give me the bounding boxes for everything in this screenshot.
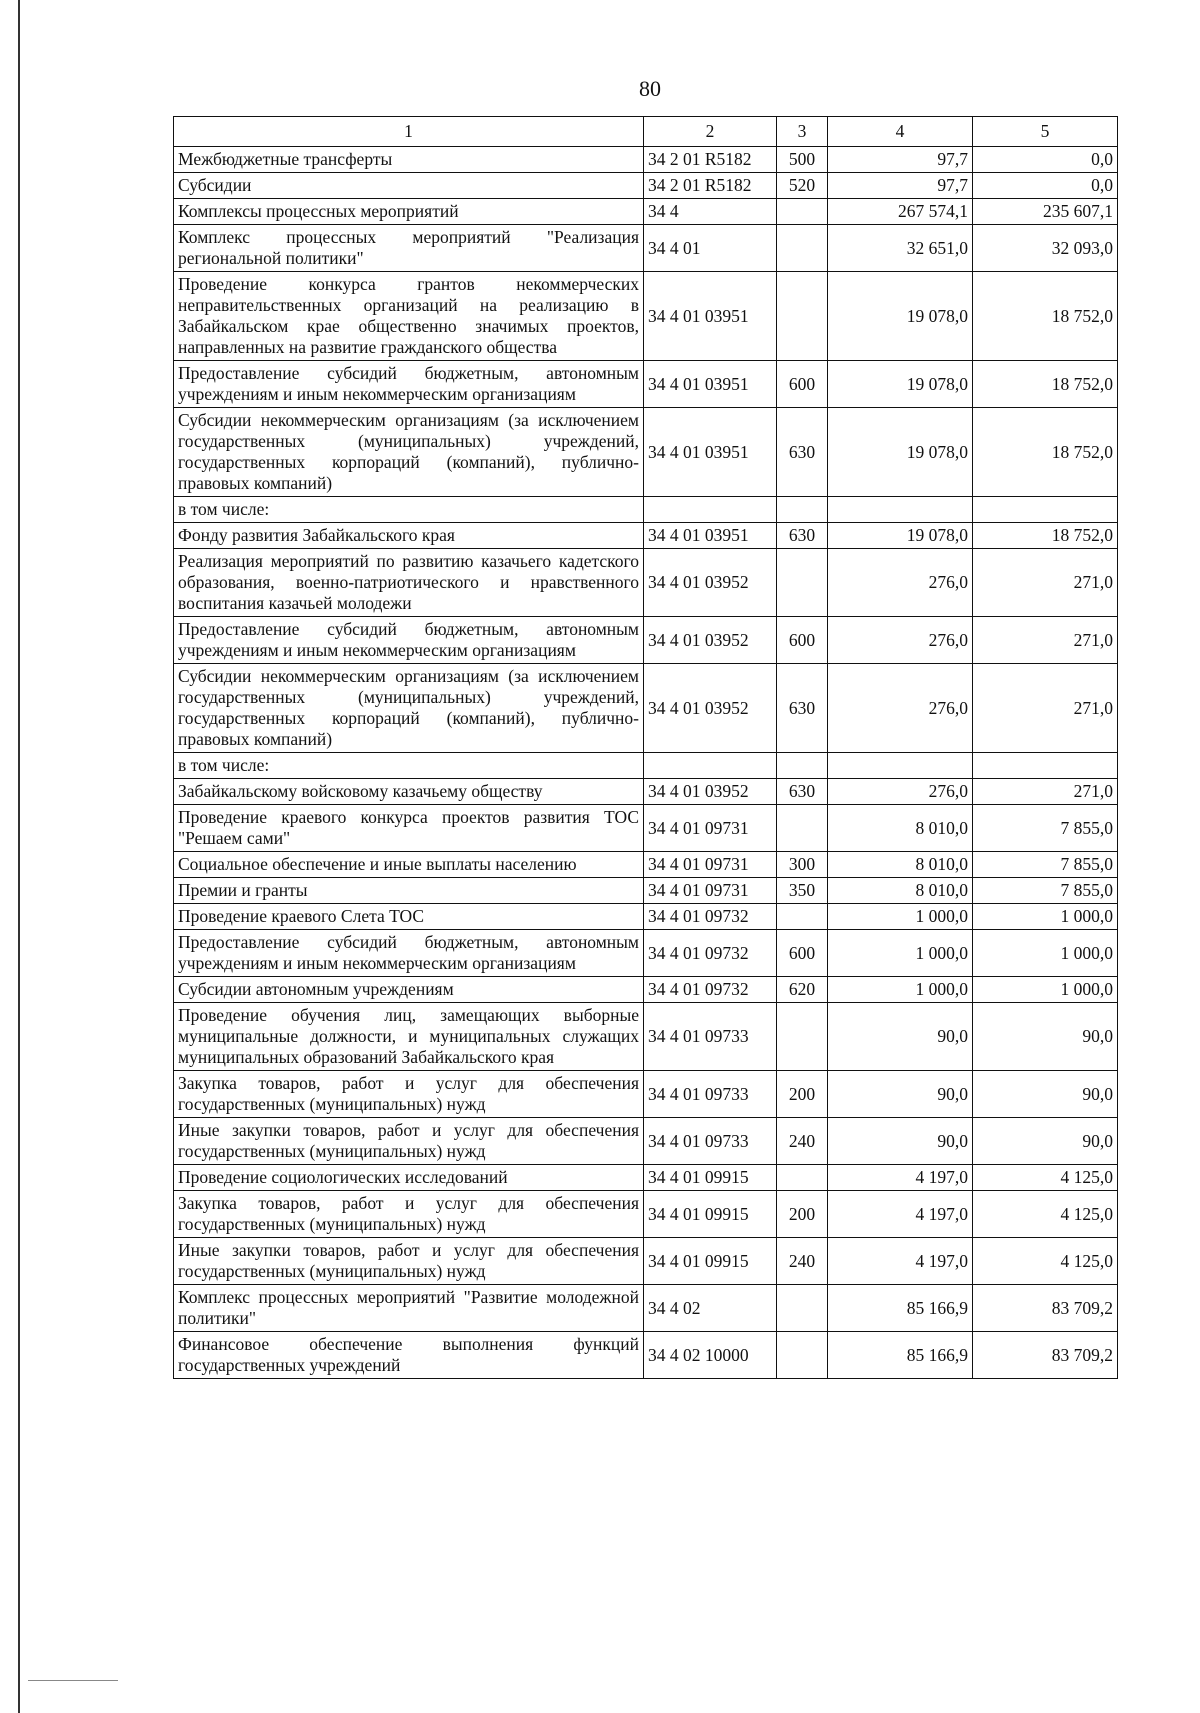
amount-col4: 8 010,0 — [828, 805, 973, 852]
amount-col5: 7 855,0 — [973, 805, 1118, 852]
target-code — [644, 753, 777, 779]
target-code: 34 4 01 03951 — [644, 272, 777, 361]
item-name: Комплексы процессных мероприятий — [174, 199, 644, 225]
item-name: Межбюджетные трансферты — [174, 147, 644, 173]
table-row — [174, 1071, 1118, 1118]
amount-col4: 90,0 — [828, 1118, 973, 1165]
target-code: 34 4 01 — [644, 225, 777, 272]
target-code: 34 4 01 09733 — [644, 1071, 777, 1118]
amount-col5: 83 709,2 — [973, 1285, 1118, 1332]
target-code: 34 4 01 09915 — [644, 1165, 777, 1191]
amount-col5: 18 752,0 — [973, 523, 1118, 549]
amount-col5: 1 000,0 — [973, 977, 1118, 1003]
item-name: Финансовое обеспечение выполнения функций государственных учреждений — [174, 1332, 644, 1379]
expense-type — [777, 199, 828, 225]
amount-col5: 90,0 — [973, 1003, 1118, 1071]
item-name: Субсидии некоммерческим организациям (за исключением государственных (муниципальных) учреждений, государственных корпораций (компаний), публично-правовых компаний) — [174, 408, 644, 497]
table-row — [174, 753, 1118, 779]
table-row — [174, 904, 1118, 930]
amount-col5: 90,0 — [973, 1118, 1118, 1165]
item-name: Предоставление субсидий бюджетным, автономным учреждениям и иным некоммерческим организациям — [174, 361, 644, 408]
amount-col4: 276,0 — [828, 664, 973, 753]
expense-type: 350 — [777, 878, 828, 904]
table-row — [174, 173, 1118, 199]
table-row — [174, 664, 1118, 753]
amount-col4: 19 078,0 — [828, 523, 973, 549]
amount-col4: 4 197,0 — [828, 1165, 973, 1191]
expense-type: 520 — [777, 173, 828, 199]
expense-type: 620 — [777, 977, 828, 1003]
table-row — [174, 878, 1118, 904]
target-code: 34 2 01 R5182 — [644, 147, 777, 173]
amount-col4: 85 166,9 — [828, 1332, 973, 1379]
amount-col5: 271,0 — [973, 779, 1118, 805]
table-row — [174, 497, 1118, 523]
item-name: Проведение социологических исследований — [174, 1165, 644, 1191]
table-row — [174, 1285, 1118, 1332]
amount-col4: 90,0 — [828, 1003, 973, 1071]
amount-col4: 267 574,1 — [828, 199, 973, 225]
expense-type: 240 — [777, 1238, 828, 1285]
expense-type — [777, 549, 828, 617]
target-code: 34 4 01 09733 — [644, 1118, 777, 1165]
item-name: Проведение обучения лиц, замещающих выборные муниципальные должности, и муниципальных служащих муниципальных образований Забайкальского края — [174, 1003, 644, 1071]
table-row — [174, 361, 1118, 408]
item-name: Предоставление субсидий бюджетным, автономным учреждениям и иным некоммерческим организациям — [174, 617, 644, 664]
item-name: Иные закупки товаров, работ и услуг для обеспечения государственных (муниципальных) нужд — [174, 1118, 644, 1165]
target-code: 34 4 01 03952 — [644, 664, 777, 753]
expense-type — [777, 225, 828, 272]
amount-col4: 8 010,0 — [828, 852, 973, 878]
amount-col4: 276,0 — [828, 779, 973, 805]
table-row — [174, 852, 1118, 878]
item-name: Премии и гранты — [174, 878, 644, 904]
scan-edge — [18, 0, 20, 1713]
item-name: Реализация мероприятий по развитию казачьего кадетского образования, военно-патриотического и нравственного воспитания казачьей молодежи — [174, 549, 644, 617]
expense-type: 240 — [777, 1118, 828, 1165]
table-row — [174, 272, 1118, 361]
expense-type — [777, 1003, 828, 1071]
table-row — [174, 1003, 1118, 1071]
amount-col5: 7 855,0 — [973, 878, 1118, 904]
expense-type — [777, 904, 828, 930]
item-name: Комплекс процессных мероприятий "Развитие молодежной политики" — [174, 1285, 644, 1332]
header-cell: 3 — [777, 117, 828, 147]
item-name: Фонду развития Забайкальского края — [174, 523, 644, 549]
table-row — [174, 617, 1118, 664]
amount-col4: 97,7 — [828, 147, 973, 173]
table-row — [174, 225, 1118, 272]
expense-type: 500 — [777, 147, 828, 173]
amount-col5 — [973, 497, 1118, 523]
expense-type: 630 — [777, 523, 828, 549]
table-row — [174, 805, 1118, 852]
expense-type: 630 — [777, 664, 828, 753]
table-row — [174, 977, 1118, 1003]
amount-col5: 0,0 — [973, 173, 1118, 199]
target-code: 34 4 01 03952 — [644, 779, 777, 805]
expense-type: 600 — [777, 361, 828, 408]
amount-col4: 4 197,0 — [828, 1238, 973, 1285]
amount-col4: 19 078,0 — [828, 272, 973, 361]
amount-col4 — [828, 497, 973, 523]
header-cell: 1 — [174, 117, 644, 147]
item-name: Закупка товаров, работ и услуг для обеспечения государственных (муниципальных) нужд — [174, 1071, 644, 1118]
target-code: 34 4 01 03952 — [644, 617, 777, 664]
item-name: Проведение краевого конкурса проектов развития ТОС "Решаем сами" — [174, 805, 644, 852]
amount-col5: 235 607,1 — [973, 199, 1118, 225]
amount-col4: 276,0 — [828, 549, 973, 617]
amount-col5: 4 125,0 — [973, 1238, 1118, 1285]
amount-col4: 1 000,0 — [828, 904, 973, 930]
amount-col4: 1 000,0 — [828, 977, 973, 1003]
amount-col4: 8 010,0 — [828, 878, 973, 904]
table-row — [174, 199, 1118, 225]
target-code: 34 4 01 09731 — [644, 805, 777, 852]
item-name: Субсидии некоммерческим организациям (за исключением государственных (муниципальных) учреждений, государственных корпораций (компаний), публично-правовых компаний) — [174, 664, 644, 753]
amount-col4: 19 078,0 — [828, 361, 973, 408]
table-row — [174, 779, 1118, 805]
target-code: 34 4 01 09732 — [644, 930, 777, 977]
expense-type: 600 — [777, 930, 828, 977]
table-row — [174, 1332, 1118, 1379]
amount-col5: 271,0 — [973, 549, 1118, 617]
amount-col5: 271,0 — [973, 664, 1118, 753]
amount-col5: 4 125,0 — [973, 1165, 1118, 1191]
target-code: 34 4 01 09915 — [644, 1191, 777, 1238]
item-name: Иные закупки товаров, работ и услуг для обеспечения государственных (муниципальных) нужд — [174, 1238, 644, 1285]
page-number: 80 — [639, 76, 661, 101]
target-code: 34 2 01 R5182 — [644, 173, 777, 199]
target-code: 34 4 02 — [644, 1285, 777, 1332]
table-header-row — [174, 117, 1118, 147]
table-row — [174, 930, 1118, 977]
expense-type — [777, 1285, 828, 1332]
target-code: 34 4 01 03951 — [644, 408, 777, 497]
expense-type — [777, 1332, 828, 1379]
item-name: Субсидии автономным учреждениям — [174, 977, 644, 1003]
amount-col4: 276,0 — [828, 617, 973, 664]
expense-type: 200 — [777, 1071, 828, 1118]
target-code: 34 4 01 09733 — [644, 1003, 777, 1071]
item-name: Закупка товаров, работ и услуг для обеспечения государственных (муниципальных) нужд — [174, 1191, 644, 1238]
expense-type: 300 — [777, 852, 828, 878]
amount-col5 — [973, 753, 1118, 779]
expense-type: 630 — [777, 408, 828, 497]
header-cell: 5 — [973, 117, 1118, 147]
amount-col5: 90,0 — [973, 1071, 1118, 1118]
amount-col5: 1 000,0 — [973, 930, 1118, 977]
item-name: Предоставление субсидий бюджетным, автономным учреждениям и иным некоммерческим организациям — [174, 930, 644, 977]
item-name: Социальное обеспечение и иные выплаты населению — [174, 852, 644, 878]
amount-col5: 83 709,2 — [973, 1332, 1118, 1379]
amount-col5: 4 125,0 — [973, 1191, 1118, 1238]
amount-col4 — [828, 753, 973, 779]
target-code: 34 4 02 10000 — [644, 1332, 777, 1379]
amount-col5: 7 855,0 — [973, 852, 1118, 878]
table-row — [174, 147, 1118, 173]
target-code: 34 4 01 03951 — [644, 361, 777, 408]
table-row — [174, 1238, 1118, 1285]
expense-type — [777, 753, 828, 779]
amount-col4: 32 651,0 — [828, 225, 973, 272]
expense-type: 630 — [777, 779, 828, 805]
table-row — [174, 549, 1118, 617]
target-code: 34 4 — [644, 199, 777, 225]
item-name: Комплекс процессных мероприятий "Реализация региональной политики" — [174, 225, 644, 272]
table-row — [174, 1118, 1118, 1165]
item-name: Проведение краевого Слета ТОС — [174, 904, 644, 930]
target-code: 34 4 01 09731 — [644, 878, 777, 904]
item-name: Субсидии — [174, 173, 644, 199]
target-code: 34 4 01 09732 — [644, 904, 777, 930]
amount-col4: 90,0 — [828, 1071, 973, 1118]
target-code: 34 4 01 09731 — [644, 852, 777, 878]
amount-col4: 19 078,0 — [828, 408, 973, 497]
target-code: 34 4 01 03951 — [644, 523, 777, 549]
budget-table — [173, 116, 1118, 1379]
expense-type: 200 — [777, 1191, 828, 1238]
header-cell: 2 — [644, 117, 777, 147]
amount-col5: 18 752,0 — [973, 408, 1118, 497]
amount-col4: 97,7 — [828, 173, 973, 199]
target-code: 34 4 01 09732 — [644, 977, 777, 1003]
expense-type — [777, 805, 828, 852]
amount-col5: 18 752,0 — [973, 272, 1118, 361]
target-code: 34 4 01 09915 — [644, 1238, 777, 1285]
target-code: 34 4 01 03952 — [644, 549, 777, 617]
expense-type — [777, 272, 828, 361]
amount-col5: 32 093,0 — [973, 225, 1118, 272]
amount-col4: 85 166,9 — [828, 1285, 973, 1332]
header-cell: 4 — [828, 117, 973, 147]
item-name: в том числе: — [174, 753, 644, 779]
scan-edge-mark — [28, 1680, 118, 1681]
amount-col5: 18 752,0 — [973, 361, 1118, 408]
target-code — [644, 497, 777, 523]
item-name: Забайкальскому войсковому казачьему обществу — [174, 779, 644, 805]
item-name: Проведение конкурса грантов некоммерческих неправительственных организаций на реализацию в Забайкальском крае общественно значимых проектов, направленных на развитие гражданского общества — [174, 272, 644, 361]
table-row — [174, 1191, 1118, 1238]
expense-type — [777, 497, 828, 523]
expense-type — [777, 1165, 828, 1191]
amount-col5: 0,0 — [973, 147, 1118, 173]
amount-col4: 1 000,0 — [828, 930, 973, 977]
amount-col5: 1 000,0 — [973, 904, 1118, 930]
table-row — [174, 1165, 1118, 1191]
amount-col5: 271,0 — [973, 617, 1118, 664]
table-row — [174, 523, 1118, 549]
item-name: в том числе: — [174, 497, 644, 523]
expense-type: 600 — [777, 617, 828, 664]
amount-col4: 4 197,0 — [828, 1191, 973, 1238]
table-row — [174, 408, 1118, 497]
